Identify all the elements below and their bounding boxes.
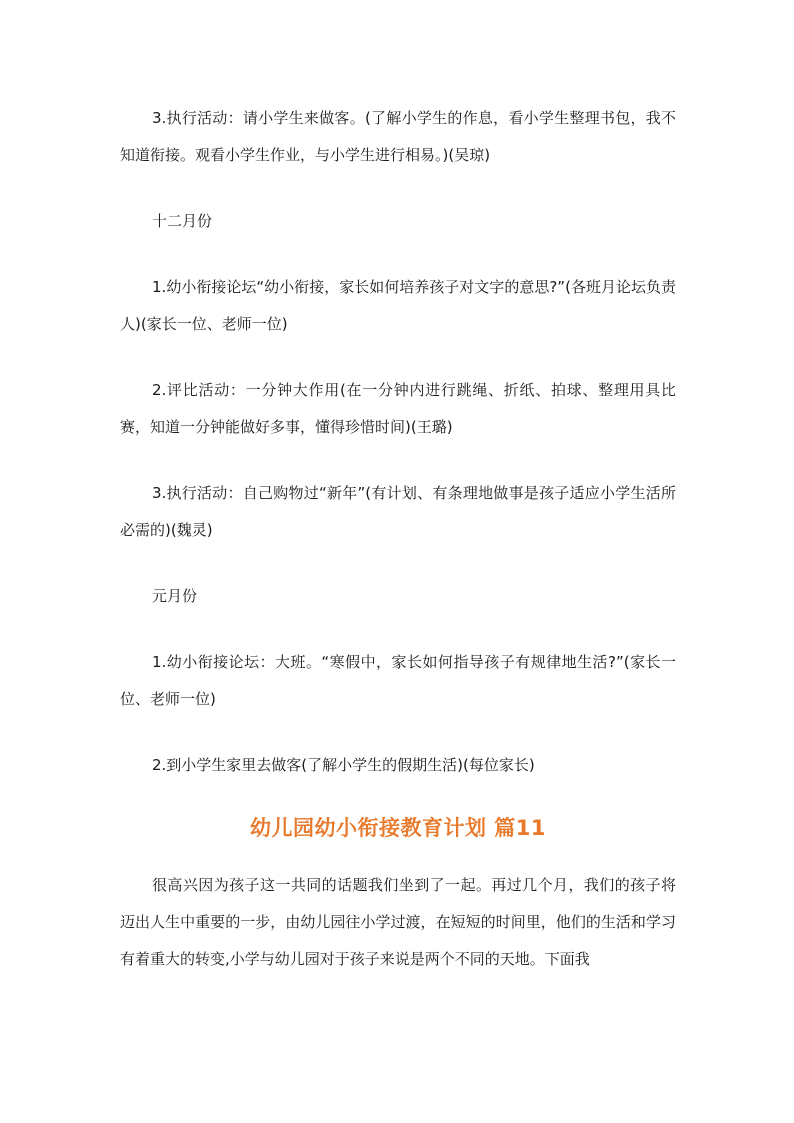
paragraph-dec-forum: 1.幼小衔接论坛“幼小衔接，家长如何培养孩子对文字的意思?”(各班月论坛负责人)(家长一位、老师一位) xyxy=(120,278,676,333)
paragraph-intro: 很高兴因为孩子这一共同的话题我们坐到了一起。再过几个月，我们的孩子将迈出人生中重要的一步，由幼儿园往小学过渡，在短短的时间里，他们的生活和学习有着重大的转变,小学与幼儿园对于孩子来说是两个不同的天地。下面我 xyxy=(120,876,676,968)
month-heading-january: 元月份 xyxy=(152,587,198,605)
paragraph-jan-visit: 2.到小学生家里去做客(了解小学生的假期生活)(每位家长) xyxy=(152,756,535,774)
section-title: 幼儿园幼小衔接教育计划 篇11 xyxy=(249,816,547,840)
paragraph-dec-contest: 2.评比活动：一分钟大作用(在一分钟内进行跳绳、折纸、拍球、整理用具比赛，知道一分钟能做好多事，懂得珍惜时间)(王璐) xyxy=(120,381,676,436)
paragraph-jan-forum: 1.幼小衔接论坛：大班。“寒假中，家长如何指导孩子有规律地生活?”(家长一位、老师一位) xyxy=(120,653,676,708)
paragraph-activity-3-nov: 3.执行活动：请小学生来做客。(了解小学生的作息，看小学生整理书包，我不知道衔接。观看小学生作业，与小学生进行相易。)(吴琼) xyxy=(120,109,676,164)
month-heading-december: 十二月份 xyxy=(152,212,213,230)
paragraph-dec-shopping: 3.执行活动：自己购物过“新年”(有计划、有条理地做事是孩子适应小学生活所必需的)(魏灵) xyxy=(120,484,676,539)
document-page xyxy=(120,100,676,1007)
